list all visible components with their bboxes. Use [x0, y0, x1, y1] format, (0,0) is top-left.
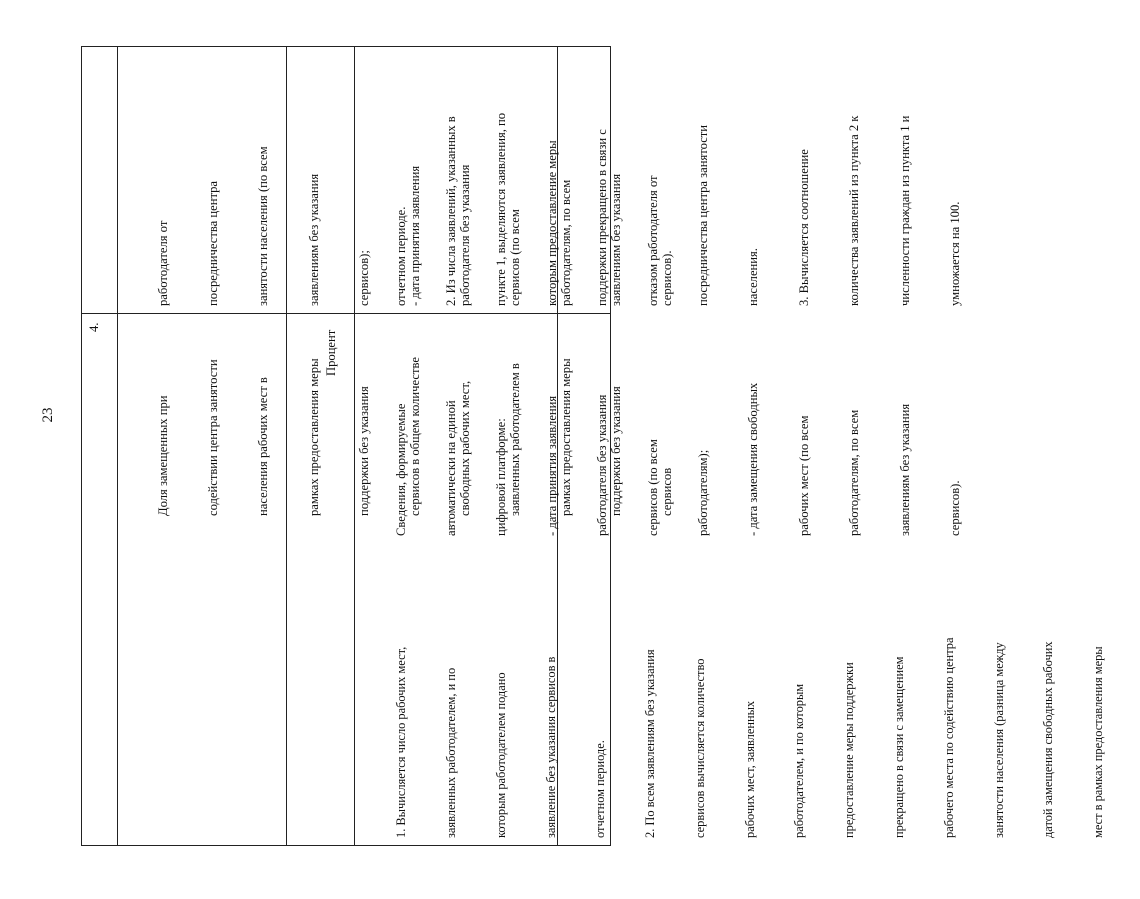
text-line: предоставление меры поддержки [842, 662, 857, 838]
text-line: работодателя от [155, 220, 170, 306]
unit-text: Процент [323, 329, 338, 376]
text-line: заявленных работодателем в [508, 363, 523, 516]
text-line: 2. Из числа заявлений, указанных в [443, 116, 458, 306]
text-line: сервисов (по всем [645, 439, 660, 536]
text-line: работодателям, по всем [847, 409, 862, 536]
text-line: сервисов в общем количестве [407, 357, 422, 516]
text-line: пункте 1, выделяются заявления, по [494, 112, 509, 306]
text-line: сервисов). [947, 480, 962, 536]
text-line: 1. Вычисляется число рабочих мест, [394, 646, 409, 838]
text-line: Сведения, формируемые [393, 403, 408, 536]
text-line: работодателя без указания [595, 394, 610, 536]
text-line: отчетном периоде. [393, 206, 408, 306]
text-line: отчетном периоде. [593, 740, 608, 838]
row4-calculation-method [360, 578, 1106, 838]
text-line: автоматически на единой [443, 400, 458, 536]
text-line: отказом работодателя от [645, 175, 660, 306]
text-line: - дата замещения свободных [746, 382, 761, 536]
text-line: поддержки без указания [357, 386, 372, 516]
text-line: работодателем, и по которым [792, 683, 807, 838]
text-line: поддержки прекращено в связи с [595, 129, 610, 306]
text-line: рамках предоставления меры [306, 358, 321, 516]
text-line: рабочих мест (по всем [796, 415, 811, 536]
text-line: Доля замещенных при [155, 395, 170, 516]
text-line: - дата принятия заявления [407, 165, 422, 306]
text-line: датой замещения свободных рабочих [1041, 641, 1056, 838]
text-line: рабочего места по содействию центра [941, 637, 956, 838]
text-line: цифровой платформе: [494, 418, 509, 536]
text-line: посредничества центра занятости [695, 124, 710, 306]
text-line: количества заявлений из пункта 2 к [847, 115, 862, 306]
text-line: содействии центра занятости [205, 359, 220, 516]
text-line: численности граждан из пункта 1 и [897, 115, 912, 306]
text-line: прекращено в связи с замещением [892, 656, 906, 838]
text-line: работодателя без указания [457, 164, 472, 306]
text-line: занятости населения (разница между [991, 642, 1006, 838]
page-number: 23 [40, 407, 56, 423]
text-line: которым предоставление меры [544, 140, 559, 306]
text-line: сервисов (по всем [508, 209, 523, 306]
text-line: населения. [746, 248, 761, 306]
text-line: заявлениям без указания [306, 173, 321, 306]
text-line: сервисов [659, 467, 674, 516]
text-line: заявленных работодателем, и по [443, 667, 458, 838]
text-line: работодателям, по всем [558, 179, 573, 306]
text-line: которым работодателем подано [493, 672, 508, 838]
text-line: заявлениям без указания [897, 403, 912, 536]
text-line: сервисов); [357, 250, 372, 306]
text-line: работодателям); [695, 449, 710, 536]
text-line: занятости населения (по всем [256, 146, 271, 306]
text-line: заявлениям без указания [609, 173, 624, 306]
row-number: 4. [87, 322, 101, 332]
text-line: свободных рабочих мест, [457, 380, 472, 516]
text-line: - дата принятия заявления [544, 395, 559, 536]
text-line: мест в рамках предоставления меры [1091, 646, 1106, 838]
text-line: умножается на 100. [947, 201, 962, 306]
text-line: рамках предоставления меры [558, 358, 573, 516]
text-line: 3. Вычисляется соотношение [796, 149, 811, 306]
text-line: сервисов вычисляется количество [692, 658, 707, 838]
text-line: заявление без указания сервисов в [543, 656, 558, 838]
text-line: 2. По всем заявлениям без указания [643, 649, 658, 838]
text-line: посредничества центра [205, 180, 220, 306]
text-line: поддержки без указания [609, 386, 624, 516]
text-line: рабочих мест, заявленных [742, 700, 757, 838]
text-line: населения рабочих мест в [256, 377, 271, 516]
text-line: сервисов). [659, 250, 674, 306]
